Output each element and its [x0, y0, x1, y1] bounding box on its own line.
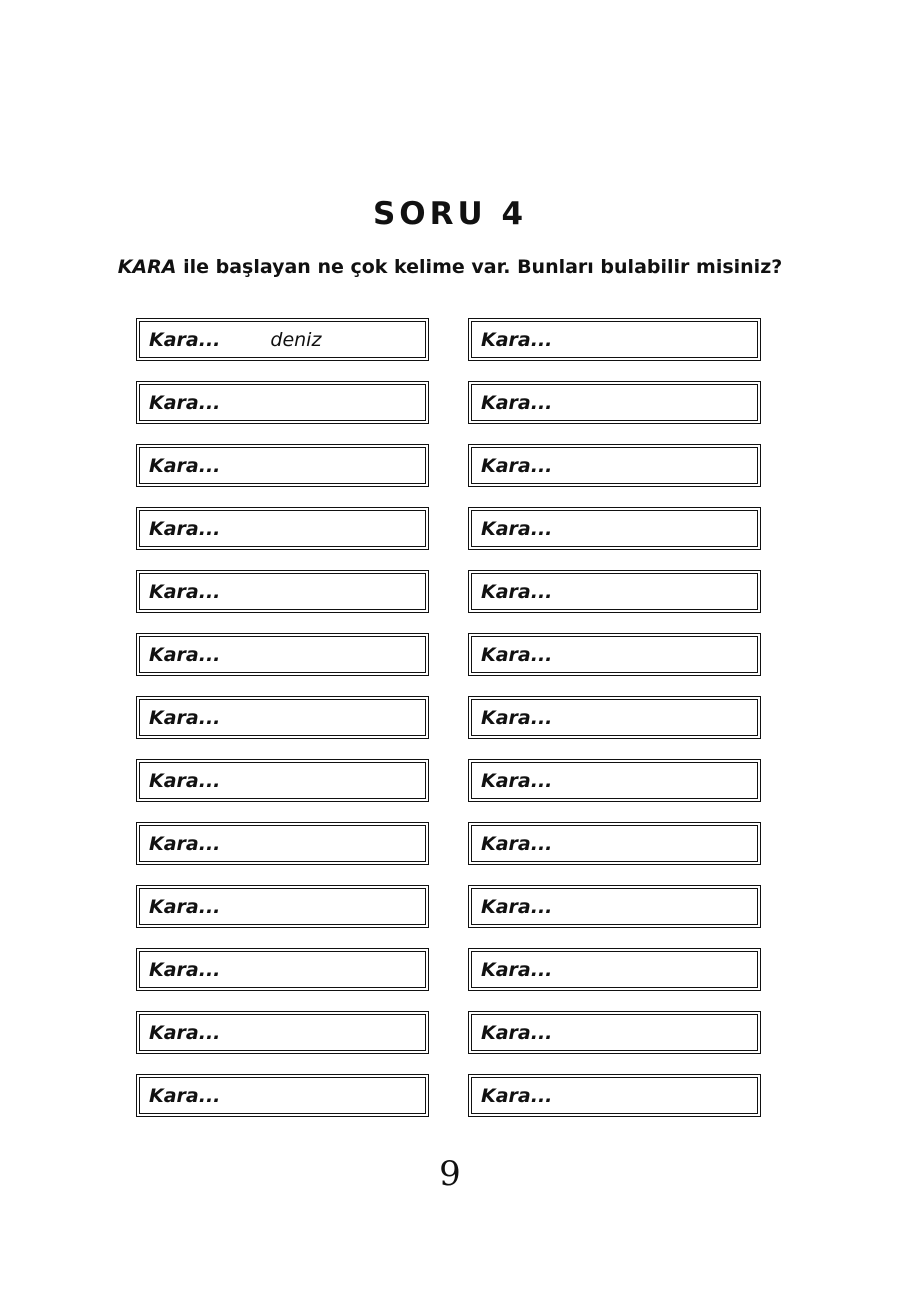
page-title: SORU 4: [372, 196, 528, 232]
answer-box-inner[interactable]: [139, 762, 426, 799]
answer-box-inner[interactable]: [139, 636, 426, 673]
answer-box[interactable]: [468, 822, 761, 865]
answer-prefix: Kara...: [481, 1084, 553, 1107]
answer-box-inner[interactable]: [139, 951, 426, 988]
answer-box-inner[interactable]: [471, 699, 758, 736]
answer-box-inner[interactable]: [471, 384, 758, 421]
answer-box[interactable]: [136, 381, 429, 424]
answer-prefix: Kara...: [481, 958, 553, 981]
answer-box-inner[interactable]: [139, 825, 426, 862]
answer-prefix: Kara...: [149, 706, 221, 729]
instruction-body: ile başlayan ne çok kelime var. Bunları bulabilir misiniz?: [176, 256, 783, 278]
answer-box-inner[interactable]: [139, 510, 426, 547]
answer-box[interactable]: [468, 1074, 761, 1117]
answer-prefix: Kara...: [149, 958, 221, 981]
answer-box[interactable]: [468, 570, 761, 613]
answer-box[interactable]: [136, 570, 429, 613]
answer-box-inner[interactable]: [471, 636, 758, 673]
page-number: 9: [439, 1154, 461, 1194]
answer-prefix: Kara...: [149, 454, 221, 477]
answer-box-inner[interactable]: [471, 825, 758, 862]
answer-prefix: Kara...: [481, 454, 553, 477]
answer-box-inner[interactable]: [471, 510, 758, 547]
answer-prefix: Kara...: [149, 769, 221, 792]
answer-box-inner[interactable]: [471, 573, 758, 610]
answer-box[interactable]: [136, 759, 429, 802]
answer-box[interactable]: [468, 696, 761, 739]
answer-box-inner[interactable]: [471, 1077, 758, 1114]
answer-box-inner[interactable]: [139, 447, 426, 484]
left-answer-column: [136, 318, 429, 1137]
answer-box[interactable]: [136, 633, 429, 676]
answer-prefix: Kara...: [481, 328, 553, 351]
answer-box[interactable]: [468, 381, 761, 424]
answer-box[interactable]: [468, 633, 761, 676]
answer-prefix: Kara...: [149, 391, 221, 414]
answer-prefix: Kara...: [481, 895, 553, 918]
answer-prefix: Kara...: [481, 706, 553, 729]
answer-box-inner[interactable]: [471, 951, 758, 988]
answer-prefix: Kara...: [149, 328, 221, 351]
answer-prefix: Kara...: [481, 832, 553, 855]
answer-prefix: Kara...: [481, 769, 553, 792]
answer-box[interactable]: [136, 1011, 429, 1054]
answer-prefix: Kara...: [149, 832, 221, 855]
answer-prefix: Kara...: [149, 1084, 221, 1107]
answer-prefix: Kara...: [481, 517, 553, 540]
answer-text: deniz: [270, 328, 322, 351]
answer-box-inner[interactable]: [139, 888, 426, 925]
answer-box-inner[interactable]: [139, 573, 426, 610]
answer-box[interactable]: [468, 318, 761, 361]
answer-box-inner[interactable]: [471, 762, 758, 799]
answer-box-inner[interactable]: [471, 447, 758, 484]
instruction-text: [0, 256, 900, 278]
answer-box-inner[interactable]: [139, 699, 426, 736]
answer-box-inner[interactable]: [471, 888, 758, 925]
answer-box[interactable]: [136, 318, 429, 361]
instruction-keyword: KARA: [117, 256, 177, 278]
answer-box[interactable]: [468, 759, 761, 802]
answer-box[interactable]: [136, 1074, 429, 1117]
answer-box-inner[interactable]: [139, 384, 426, 421]
answer-prefix: Kara...: [149, 580, 221, 603]
answer-prefix: Kara...: [481, 580, 553, 603]
answer-box[interactable]: [136, 948, 429, 991]
answer-box[interactable]: [468, 948, 761, 991]
answer-prefix: Kara...: [149, 895, 221, 918]
answer-prefix: Kara...: [481, 391, 553, 414]
answer-box[interactable]: [468, 507, 761, 550]
answer-prefix: Kara...: [149, 517, 221, 540]
answer-box-inner[interactable]: [139, 321, 426, 358]
answer-box[interactable]: [136, 507, 429, 550]
answer-prefix: Kara...: [149, 1021, 221, 1044]
answer-box-inner[interactable]: [471, 321, 758, 358]
answer-prefix: Kara...: [481, 643, 553, 666]
answer-prefix: Kara...: [149, 643, 221, 666]
answer-box-inner[interactable]: [139, 1077, 426, 1114]
answer-box-inner[interactable]: [139, 1014, 426, 1051]
answer-box[interactable]: [136, 885, 429, 928]
right-answer-column: [468, 318, 761, 1137]
answer-box[interactable]: [136, 696, 429, 739]
answer-box[interactable]: [136, 444, 429, 487]
answer-box[interactable]: [468, 444, 761, 487]
answer-box[interactable]: [468, 885, 761, 928]
answer-grid: [136, 318, 761, 1137]
answer-prefix: Kara...: [481, 1021, 553, 1044]
answer-box[interactable]: [468, 1011, 761, 1054]
answer-box[interactable]: [136, 822, 429, 865]
answer-box-inner[interactable]: [471, 1014, 758, 1051]
